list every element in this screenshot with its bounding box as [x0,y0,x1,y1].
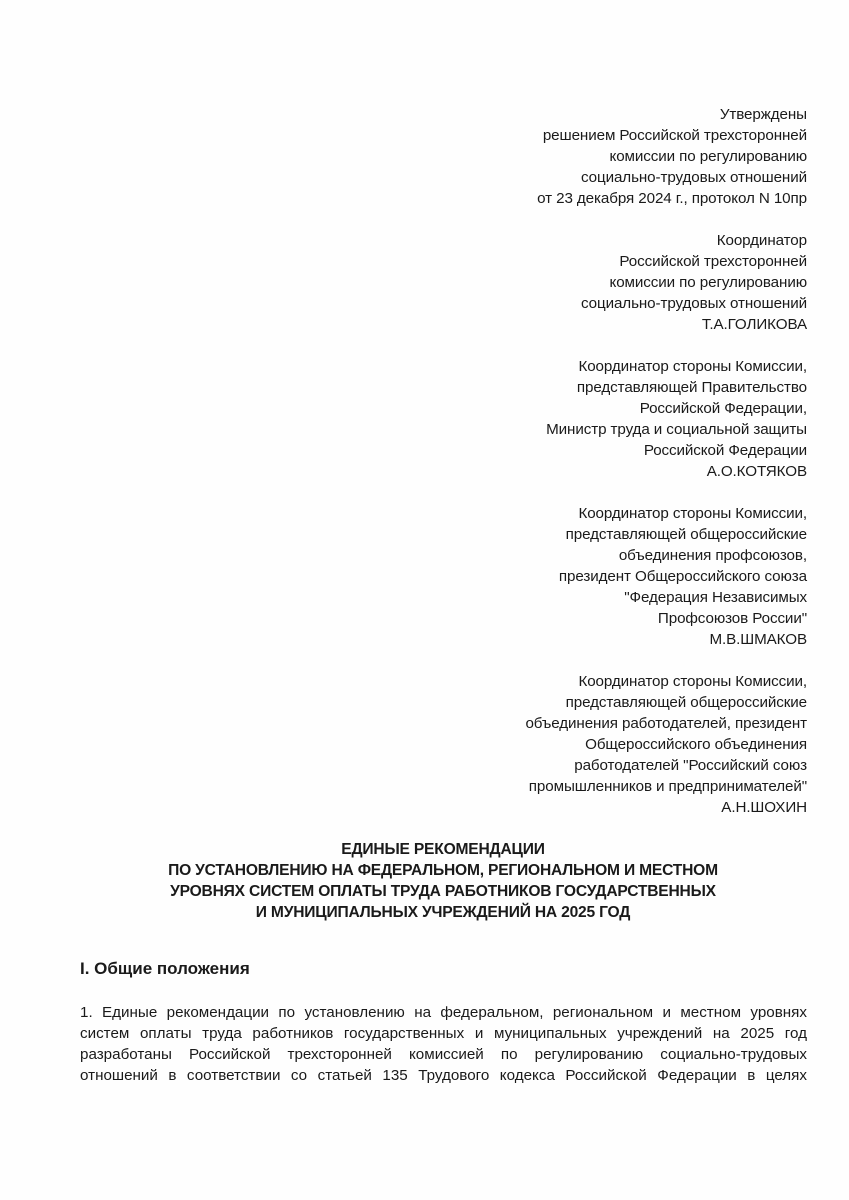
signatory-title-line: Профсоюзов России" [657,610,807,627]
approval-block [537,104,807,209]
signatory-title-line: президент Общероссийского союза [558,568,807,585]
document-title [79,839,807,923]
signatory-title-line: работодателей "Российский союз [574,757,807,774]
signatory-name: А.Н.ШОХИН [721,799,807,816]
signatory-title-line: Российской трехсторонней [619,253,807,270]
signatory-name: М.В.ШМАКОВ [709,631,807,648]
title-line: ЕДИНЫЕ РЕКОМЕНДАЦИИ [341,841,545,858]
signatory-block-kotyakov [546,356,807,482]
signatory-name: Т.А.ГОЛИКОВА [701,316,807,333]
signatory-title-line: "Федерация Независимых [624,589,807,606]
approval-line: социально-трудовых отношений [580,169,807,186]
signatory-title-line: Координатор стороны Комиссии, [578,673,807,690]
approval-line: решением Российской трехсторонней [542,127,807,144]
paragraph-1 [80,1002,807,1086]
signatory-title-line: промышленников и предпринимателей" [528,778,807,795]
approval-line: комиссии по регулированию [609,148,807,165]
signatory-title-line: Министр труда и социальной защиты [546,421,807,438]
signatory-name: А.О.КОТЯКОВ [706,463,807,480]
signatory-title-line: объединения работодателей, президент [525,715,807,732]
signatory-title-line: Координатор стороны Комиссии, [578,358,807,375]
signatory-title-line: Российской Федерации [643,442,807,459]
signatory-title-line: Общероссийского объединения [585,736,807,753]
section-heading: I. Общие положения [80,959,250,978]
signatory-block-golikova [581,230,807,335]
title-line: ПО УСТАНОВЛЕНИЮ НА ФЕДЕРАЛЬНОМ, РЕГИОНАЛЬНОМ И МЕСТНОМ [168,862,718,879]
signatory-title-line: Координатор [716,232,807,249]
signatory-title-line: социально-трудовых отношений [580,295,807,312]
paragraph-line: 1. Единые рекомендации по установлению на федеральном, региональном и местном уровнях [80,1004,807,1021]
signatory-block-shmakov [559,503,807,650]
paragraph-line: разработаны Российской трехсторонней комиссией по регулированию социально-трудовых [80,1046,807,1063]
signatory-title-line: представляющей общероссийские [565,694,807,711]
signatory-title-line: Координатор стороны Комиссии, [578,505,807,522]
title-line: УРОВНЯХ СИСТЕМ ОПЛАТЫ ТРУДА РАБОТНИКОВ ГОСУДАРСТВЕННЫХ [170,883,716,900]
signatory-title-line: комиссии по регулированию [609,274,807,291]
signatory-block-shokhin [525,671,807,818]
signatory-title-line: представляющей общероссийские [565,526,807,543]
title-line: И МУНИЦИПАЛЬНЫХ УЧРЕЖДЕНИЙ НА 2025 ГОД [255,904,631,921]
signatory-title-line: Российской Федерации, [639,400,807,417]
approval-line: Утверждены [719,106,807,123]
paragraph-line: систем оплаты труда работников государственных и муниципальных учреждений на 2025 год [80,1025,807,1042]
signatory-title-line: объединения профсоюзов, [618,547,807,564]
paragraph-line: отношений в соответствии со статьей 135 Трудового кодекса Российской Федерации в целях [80,1067,807,1084]
signatory-title-line: представляющей Правительство [576,379,807,396]
approval-line: от 23 декабря 2024 г., протокол N 10пр [537,190,807,207]
